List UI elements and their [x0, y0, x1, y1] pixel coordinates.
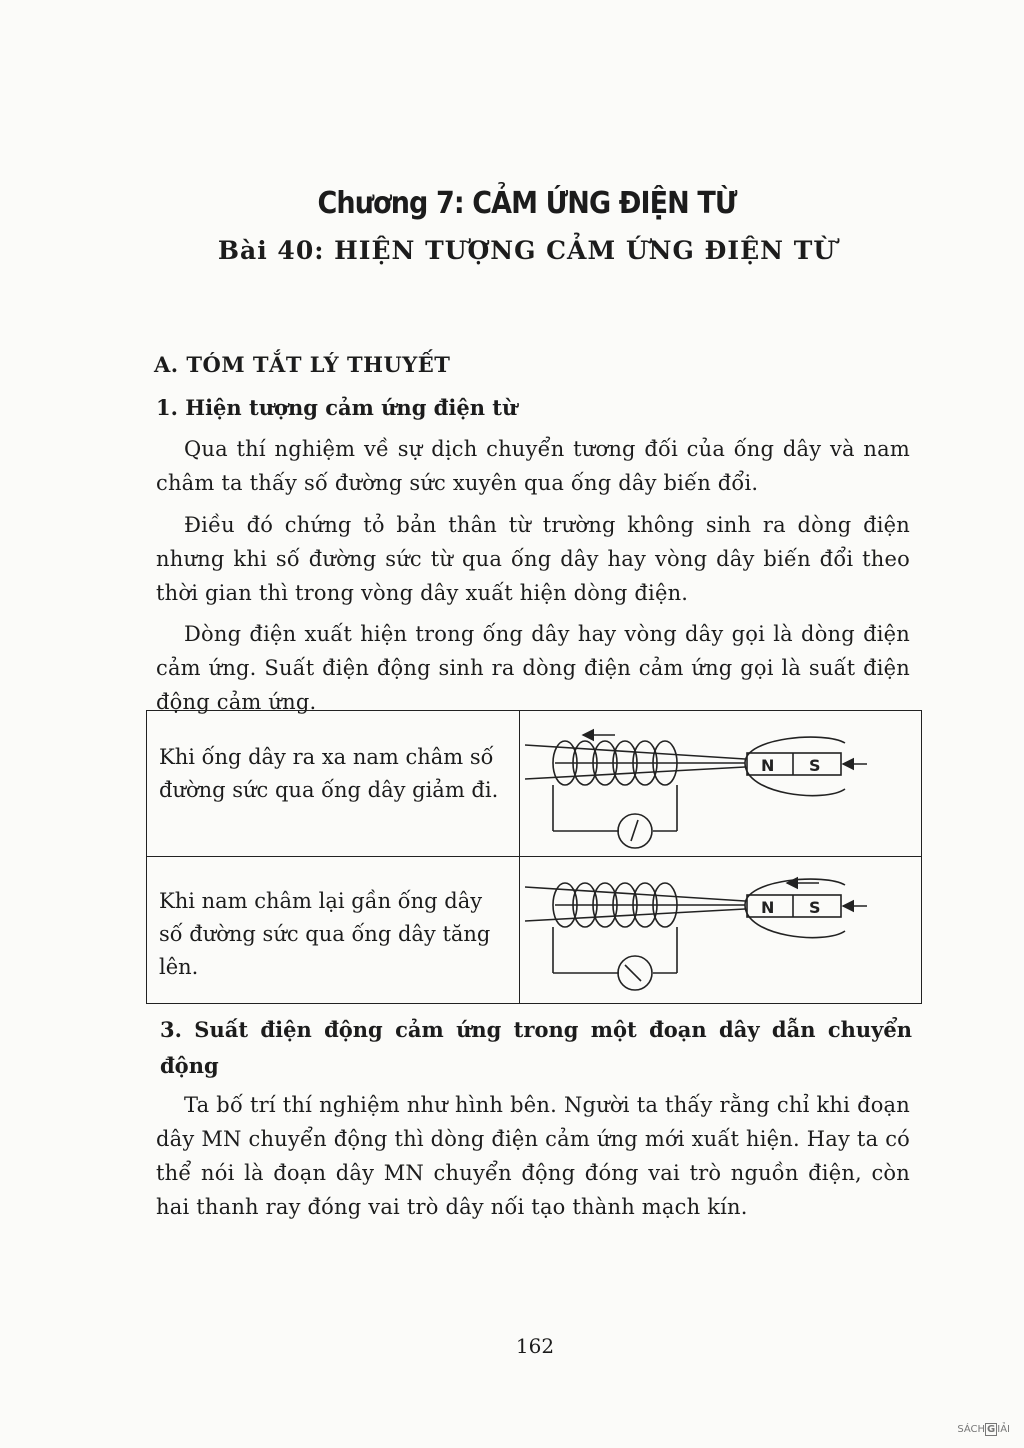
- coil-magnet-figure-approach: [525, 861, 915, 993]
- watermark-box: G: [987, 1424, 996, 1435]
- magnet-n-label: N: [761, 898, 775, 917]
- watermark-left: SÁCH: [957, 1424, 986, 1435]
- page-number: 162: [515, 1334, 555, 1358]
- paragraph-2: Điều đó chứng tỏ bản thân từ trường không sinh ra dòng điện nhưng khi số đường sức từ qua ống dây hay vòng dây biến đổi theo thời gian thì trong vòng dây xuất hiện dòng điện.: [156, 513, 910, 605]
- watermark: [957, 1424, 1010, 1435]
- paragraph-1: Qua thí nghiệm về sự dịch chuyển tương đối của ống dây và nam châm ta thấy số đường sức xuyên qua ống dây biến đổi.: [156, 437, 910, 495]
- coil-magnet-figure-away: [525, 719, 915, 851]
- chapter-title: Chương 7: CẢM ỨNG ĐIỆN TỪ: [317, 186, 737, 221]
- watermark-right: IẢI: [997, 1424, 1010, 1435]
- induction-table: [146, 710, 922, 1004]
- subsection-1-heading: 1. Hiện tượng cảm ứng điện từ: [156, 395, 518, 420]
- lesson-title: Bài 40: HIỆN TƯỢNG CẢM ỨNG ĐIỆN TỪ: [217, 236, 837, 265]
- table-row-1-text: Khi ống dây ra xa nam châm số đường sức qua ống dây giảm đi.: [159, 745, 499, 802]
- magnet-n-label: N: [761, 756, 775, 775]
- magnet-s-label: S: [809, 898, 821, 917]
- magnet-s-label: S: [809, 756, 821, 775]
- table-row-2-text: Khi nam châm lại gần ống dây số đường sức qua ống dây tăng lên.: [159, 889, 491, 979]
- subsection-3-heading: 3. Suất điện động cảm ứng trong một đoạn dây dẫn chuyển động: [160, 1017, 912, 1078]
- section-heading: A. TÓM TẮT LÝ THUYẾT: [154, 352, 451, 377]
- paragraph-4: Ta bố trí thí nghiệm như hình bên. Người ta thấy rằng chỉ khi đoạn dây MN chuyển động thì dòng điện cảm ứng mới xuất hiện. Hay ta có thể nói là đoạn dây MN chuyển động đóng vai trò nguồn điện, còn hai thanh ray đóng vai trò dây nối tạo thành mạch kín.: [156, 1093, 910, 1219]
- paragraph-3: Dòng điện xuất hiện trong ống dây hay vòng dây gọi là dòng điện cảm ứng. Suất điện động sinh ra dòng điện cảm ứng gọi là suất điện động cảm ứng.: [156, 622, 910, 714]
